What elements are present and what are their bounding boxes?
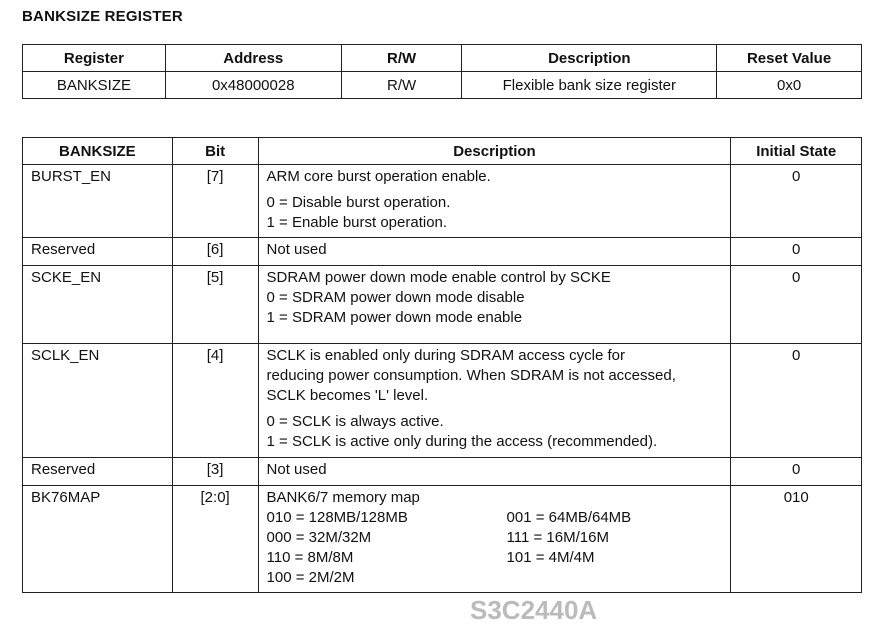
footer-text-fragment: S3C2440A <box>470 595 598 625</box>
field-bit: [2:0] <box>172 486 258 593</box>
description-line: 1 = SCLK is active only during the access (recommended). <box>266 433 658 450</box>
field-name: Reserved <box>23 238 173 266</box>
map-entry: 100 = 2M/2M <box>266 569 355 586</box>
map-entry: 000 = 32M/32M <box>266 529 372 546</box>
description-line: Not used <box>266 461 327 478</box>
field-description <box>258 165 731 238</box>
description-line: reducing power consumption. When SDRAM is not accessed, <box>266 367 676 384</box>
map-entry <box>507 568 707 588</box>
field-name: BK76MAP <box>23 486 173 593</box>
col-header-address: Address <box>165 45 341 72</box>
register-reset-value: 0x0 <box>717 72 862 99</box>
field-description <box>258 486 731 593</box>
col-header-description: Description <box>462 45 717 72</box>
col-header-reset-value: Reset Value <box>717 45 862 72</box>
field-bit: [4] <box>172 344 258 458</box>
field-initial-state: 0 <box>731 458 862 486</box>
field-bit: [5] <box>172 266 258 344</box>
field-initial-state: 0 <box>731 238 862 266</box>
description-line: 0 = Disable burst operation. <box>266 194 451 211</box>
map-entry: 101 = 4M/4M <box>506 549 595 566</box>
field-name: BURST_EN <box>23 165 173 238</box>
description-line: Not used <box>266 241 327 258</box>
register-address: 0x48000028 <box>165 72 341 99</box>
field-initial-state: 0 <box>731 344 862 458</box>
description-line: 1 = SDRAM power down mode enable <box>266 309 523 326</box>
table-row <box>23 165 862 238</box>
register-summary-header-row <box>23 45 862 72</box>
register-name: BANKSIZE <box>23 72 166 99</box>
field-description <box>258 238 731 266</box>
register-summary-table <box>22 44 862 99</box>
memory-map-grid <box>267 508 723 588</box>
description-line: ARM core burst operation enable. <box>266 168 491 185</box>
bitfield-header-row <box>23 138 862 165</box>
field-description <box>258 266 731 344</box>
table-row <box>23 486 862 593</box>
field-name: Reserved <box>23 458 173 486</box>
table-row <box>23 266 862 344</box>
col-header-rw: R/W <box>341 45 462 72</box>
col-header-field-description: Description <box>258 138 731 165</box>
field-name: SCKE_EN <box>23 266 173 344</box>
description-line: BANK6/7 memory map <box>266 489 420 506</box>
field-initial-state: 0 <box>731 266 862 344</box>
description-line: SDRAM power down mode enable control by SCKE <box>266 269 611 286</box>
bitfield-table <box>22 137 862 593</box>
page-title: BANKSIZE REGISTER <box>22 8 183 25</box>
field-initial-state: 0 <box>731 165 862 238</box>
field-description <box>258 344 731 458</box>
map-entry: 001 = 64MB/64MB <box>506 509 632 526</box>
description-line: 0 = SCLK is always active. <box>266 413 444 430</box>
field-bit: [7] <box>172 165 258 238</box>
field-initial-state: 010 <box>731 486 862 593</box>
col-header-field: BANKSIZE <box>23 138 173 165</box>
register-summary-row <box>23 72 862 99</box>
field-bit: [3] <box>172 458 258 486</box>
description-line: SCLK is enabled only during SDRAM access cycle for <box>266 347 626 364</box>
description-line: 0 = SDRAM power down mode disable <box>266 289 525 306</box>
field-bit: [6] <box>172 238 258 266</box>
field-name: SCLK_EN <box>23 344 173 458</box>
register-rw: R/W <box>341 72 462 99</box>
col-header-register: Register <box>23 45 166 72</box>
col-header-initial-state: Initial State <box>731 138 862 165</box>
map-entry: 110 = 8M/8M <box>266 549 354 566</box>
map-entry: 010 = 128MB/128MB <box>266 509 408 526</box>
field-description <box>258 458 731 486</box>
description-line: SCLK becomes 'L' level. <box>266 387 429 404</box>
description-line: 1 = Enable burst operation. <box>266 214 448 231</box>
table-row <box>23 238 862 266</box>
table-row <box>23 344 862 458</box>
map-entry: 111 = 16M/16M <box>506 529 609 546</box>
register-description: Flexible bank size register <box>462 72 717 99</box>
col-header-bit: Bit <box>172 138 258 165</box>
table-row <box>23 458 862 486</box>
